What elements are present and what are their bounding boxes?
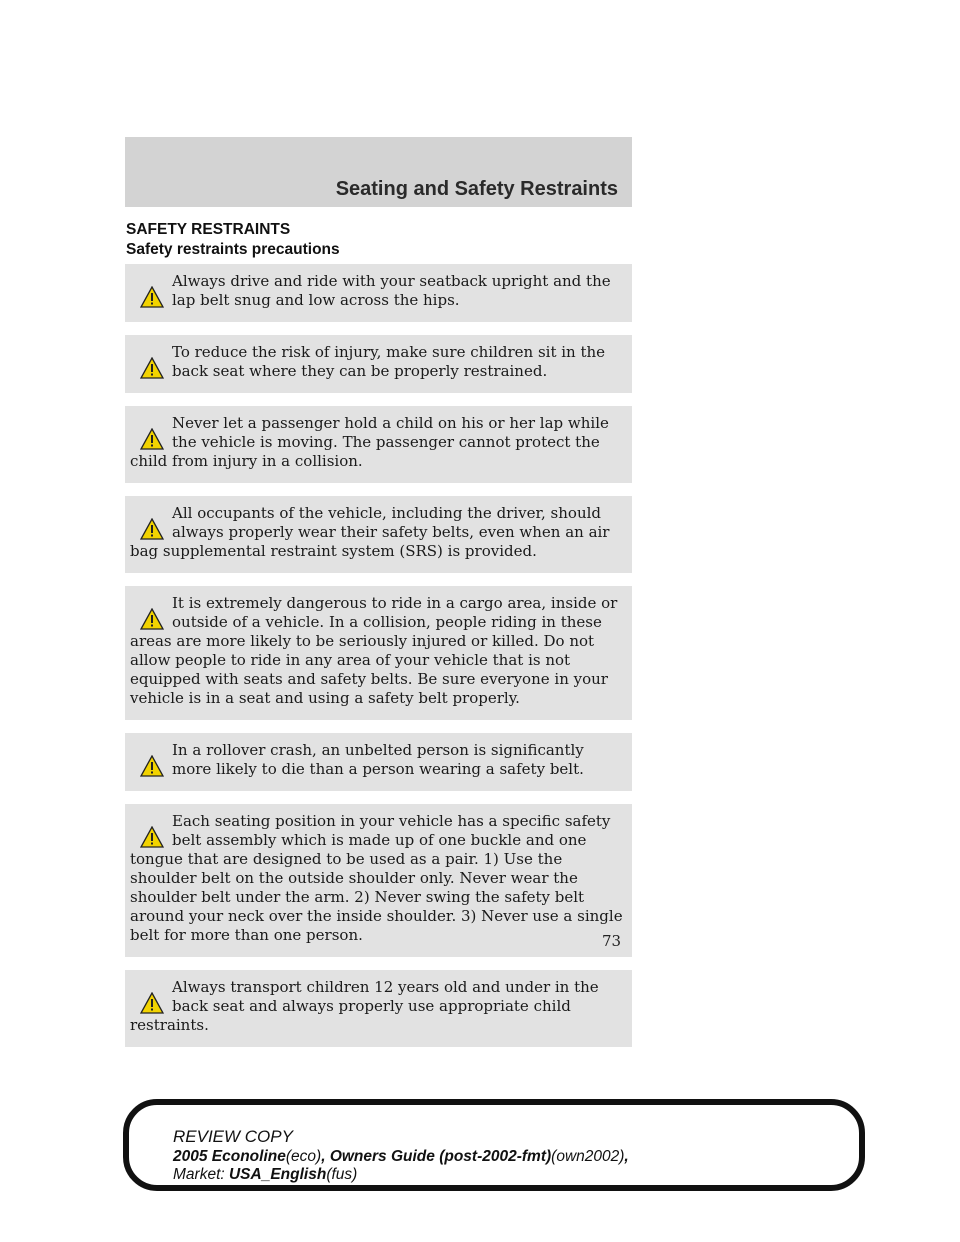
warning-text: All occupants of the vehicle, including the driver, should always properly wear their safety belts, even when an air bag supplemental restraint system (SRS) is provided.	[130, 504, 610, 560]
warning-text: In a rollover crash, an unbelted person is significantly more likely to die than a person wearing a safety belt.	[172, 741, 584, 778]
market-code: (fus)	[326, 1166, 358, 1183]
market-label: Market:	[173, 1166, 229, 1183]
warning-box	[125, 733, 632, 791]
warning-text: Never let a passenger hold a child on his or her lap while the vehicle is moving. The passenger cannot protect the child from injury in a collision.	[130, 414, 609, 470]
review-market-line	[173, 1166, 357, 1184]
review-model-line	[173, 1148, 629, 1166]
market-name: USA_English	[228, 1166, 327, 1183]
warning-text: Each seating position in your vehicle has a specific safety belt assembly which is made up of one buckle and one tongue that are designed to be used as a pair. 1) Use the shoulder belt on the outside shoulder only. Never wear the shoulder belt under the arm. 2) Never swing the safety belt around your neck over the inside shoulder. 3) Never use a single belt for more than one person.	[130, 812, 623, 944]
separator: ,	[321, 1148, 330, 1165]
warning-box	[125, 406, 632, 483]
warning-triangle-icon	[140, 608, 164, 630]
model-code: (eco)	[285, 1148, 322, 1165]
warning-text: Always transport children 12 years old and under in the back seat and always properly use appropriate child restraints.	[130, 978, 599, 1034]
warning-triangle-icon	[140, 357, 164, 379]
chapter-header-band	[125, 137, 632, 207]
warnings-list	[125, 264, 632, 1060]
chapter-title: Seating and Safety Restraints	[335, 178, 618, 200]
review-copy-box	[123, 1099, 865, 1191]
warning-triangle-icon	[140, 286, 164, 308]
subsection-heading: Safety restraints precautions	[126, 241, 340, 258]
guide-name: Owners Guide (post-2002-fmt)	[329, 1148, 552, 1165]
warning-triangle-icon	[140, 518, 164, 540]
warning-box	[125, 970, 632, 1047]
section-heading: SAFETY RESTRAINTS	[126, 221, 291, 238]
warning-triangle-icon	[140, 428, 164, 450]
model-name: 2005 Econoline	[173, 1148, 286, 1165]
warning-text: It is extremely dangerous to ride in a cargo area, inside or outside of a vehicle. In a collision, people riding in these areas are more likely to be seriously injured or killed. Do not allow people to ride in any area of your vehicle that is not equipped with seats and safety belts. Be sure everyone in your vehicle is in a seat and using a safety belt properly.	[130, 594, 618, 707]
page-number: 73	[602, 932, 622, 950]
warning-triangle-icon	[140, 755, 164, 777]
separator: ,	[624, 1148, 629, 1165]
warning-box	[125, 335, 632, 393]
warning-box	[125, 586, 632, 720]
warning-box	[125, 496, 632, 573]
warning-box	[125, 264, 632, 322]
warning-triangle-icon	[140, 826, 164, 848]
warning-text: To reduce the risk of injury, make sure children sit in the back seat where they can be properly restrained.	[172, 343, 606, 380]
guide-code: (own2002)	[551, 1148, 625, 1165]
review-copy-label: REVIEW COPY	[173, 1127, 293, 1146]
warning-text: Always drive and ride with your seatback upright and the lap belt snug and low across the hips.	[172, 272, 611, 309]
warning-triangle-icon	[140, 992, 164, 1014]
warning-box	[125, 804, 632, 957]
